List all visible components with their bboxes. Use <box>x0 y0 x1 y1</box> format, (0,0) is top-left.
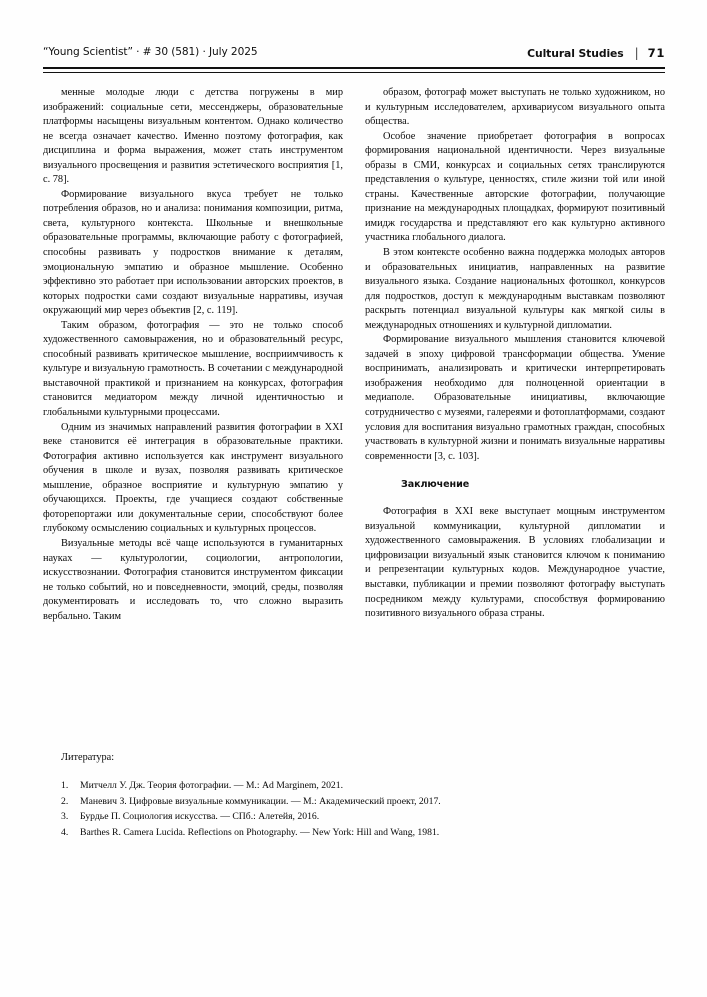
reference-number: 1. <box>61 780 69 791</box>
reference-number: 3. <box>61 811 69 823</box>
header-right-group <box>527 46 665 60</box>
paragraph: В этом контексте особенно важна поддержка молодых авторов и образовательных инициатив, направленных на развитие визуального языка. Создание национальных фотошкол, конкурсов для подростков, доступ к международным выставкам позволяют раскрыть потенциал визуальной культуры как мягкой силы в международных отношениях и культурной дипломатии. <box>365 247 665 331</box>
body-column-right <box>365 86 665 622</box>
section-heading-conclusion: Заключение <box>401 479 470 491</box>
paragraph: Особое значение приобретает фотография в вопросах формирования национальной идентичности. Через визуальные образы в СМИ, конкурсах и социальных сетях транслируются представления о культуре, ценностях, стиле жизни той или иной страны. Качественные авторские фотографии, получающие признание на международных площадках, формируют позитивный имидж государства и представляют его как культурно активного участника глобального диалога. <box>365 130 665 244</box>
reference-text: Маневич З. Цифровые визуальные коммуникации. — М.: Академический проект, 2017. <box>80 795 441 807</box>
reference-number: 4. <box>61 827 69 839</box>
paragraph: образом, фотограф может выступать не только художником, но и культурным исследователем, архивариусом визуального опыта общества. <box>365 87 665 128</box>
reference-text: Митчелл У. Дж. Теория фотографии. — М.: Ad Marginem, 2021. <box>80 780 344 791</box>
header-separator: | <box>634 46 639 60</box>
header-rule-thick <box>43 67 665 69</box>
paragraph: менные молодые люди с детства погружены в мир изображений: социальные сети, мессенджеры, образовательные платформы насыщены визуальным контентом. Однако количество не всегда означает качество. Именно поэтому фотография, как дисциплина и форма выражения, может стать инструментом визуального просвещения и развития эстетического восприятия [1, с. 78]. <box>43 87 343 186</box>
reference-item <box>43 809 665 825</box>
paragraph: Формирование визуального мышления становится ключевой задачей в эпоху цифровой трансформации общества. Умение воспринимать, анализировать и критически интерпретировать изображения необходимо для полноценной ориентации в медиаполе. Образовательные инициативы, включающие сотрудничество с музеями, галереями и фотоплатформами, создают условия для воспитания визуально грамотных граждан, способных участвовать в культурной жизни и понимать визуальные нарративы современности [3, с. 103]. <box>365 334 665 462</box>
references-list <box>43 778 665 841</box>
reference-text: Бурдье П. Социология искусства. — СПб.: Алетейя, 2016. <box>80 811 320 823</box>
references-title: Литература: <box>61 752 115 763</box>
body-column-left <box>43 86 343 624</box>
running-header <box>43 46 665 68</box>
paragraph: Фотография в XXI веке выступает мощным инструментом визуальной коммуникации, культурной дипломатии и художественного самовыражения. В условиях глобализации и цифровизации визуальный язык становится ключом к пониманию и репрезентации культурных кодов. Международное участие, выставки, публикации и премии позволяют фотографу выступать посредником между культурами, способствуя формированию позитивного визуального образа страны. <box>365 506 665 620</box>
paragraph: Формирование визуального вкуса требует не только потребления образов, но и анализа: понимания композиции, ритма, света, культурного контекста. Школьные и внешкольные образовательные программы, включающие работу с фотографией, способны развивать у подростков внимание к деталям, эмоциональную эмпатию и образное мышление. Особенно эффективно это работает при использовании авторских проектов, в которых подростки сами создают визуальные нарративы, изучая окружающий мир через объектив [2, с. 119]. <box>43 188 343 317</box>
journal-issue-line: “Young Scientist” · # 30 (581) · July 2025 <box>43 46 258 58</box>
reference-number: 2. <box>61 795 69 807</box>
section-title: Cultural Studies <box>527 47 624 60</box>
paragraph: Таким образом, фотография — это не только способ художественного самовыражения, но и образовательный ресурс, способный развивать критическое мышление, восприимчивость к культуре и визуальную грамотность. В сочетании с международной выставочной практикой и признанием на конкурсах, фотография становится медиатором между личной идентичностью и глобальными культурными процессами. <box>43 319 343 419</box>
header-rule-thin <box>43 72 665 73</box>
reference-item <box>43 825 665 841</box>
reference-item <box>43 794 665 810</box>
paragraph: Одним из значимых направлений развития фотографии в XXI веке становится её интеграция в образовательные практики. Фотография активно используется как инструмент визуального обучения в школе и вузах, позволяя развивать критическое мышление, образное восприятие и культурную эмпатию у обучающихся. Проекты, где учащиеся создают собственные фоторепортажи или документальные серии, способствуют более глубокому осмыслению социальных и культурных процессов. <box>43 421 343 535</box>
reference-text: Barthes R. Camera Lucida. Reflections on Photography. — New York: Hill and Wang, 1981. <box>80 827 440 839</box>
reference-item <box>43 778 665 794</box>
page-number: 71 <box>647 46 665 60</box>
paragraph: Визуальные методы всё чаще используются в гуманитарных науках — культурологии, социологии, антропологии, искусствознании. Фотография становится инструментом фиксации не только событий, но и повседневности, эмоций, среды, позволяя документировать и исследовать то, что сложно выразить вербально. Таким <box>43 537 343 622</box>
